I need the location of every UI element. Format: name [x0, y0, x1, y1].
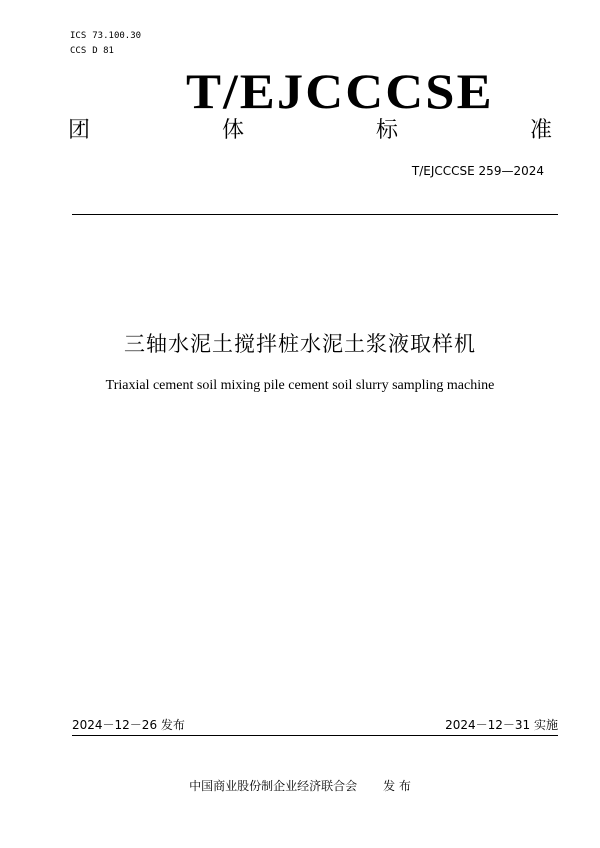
header-divider	[72, 214, 558, 215]
publisher-line	[0, 777, 600, 794]
standard-type-char: 团	[68, 118, 91, 143]
issue-date: 2024－12－26 发布	[72, 718, 185, 732]
ics-row	[70, 30, 141, 42]
publish-action: 发 布	[383, 779, 411, 793]
standard-number: T/EJCCCSE 259—2024	[411, 164, 544, 178]
ccs-row	[70, 45, 114, 57]
standard-brand-mark: T/EJCCCSE	[186, 63, 494, 119]
document-title-zh: 三轴水泥土搅拌桩水泥土浆液取样机	[124, 332, 476, 356]
ics-code: 73.100.30	[92, 31, 142, 41]
standard-type-char: 准	[529, 118, 552, 143]
standard-type-char: 标	[375, 118, 398, 143]
ccs-label: CCS	[70, 46, 87, 56]
publisher-name: 中国商业股份制企业经济联合会	[189, 779, 358, 793]
ccs-code: D 81	[92, 46, 114, 56]
standard-type-char: 体	[221, 118, 244, 143]
ics-label: ICS	[70, 31, 87, 41]
footer-divider	[72, 735, 558, 736]
implementation-date: 2024－12－31 实施	[445, 718, 558, 732]
standard-type-label	[68, 118, 552, 144]
document-title-en: Triaxial cement soil mixing pile cement soil slurry sampling machine	[105, 378, 495, 393]
